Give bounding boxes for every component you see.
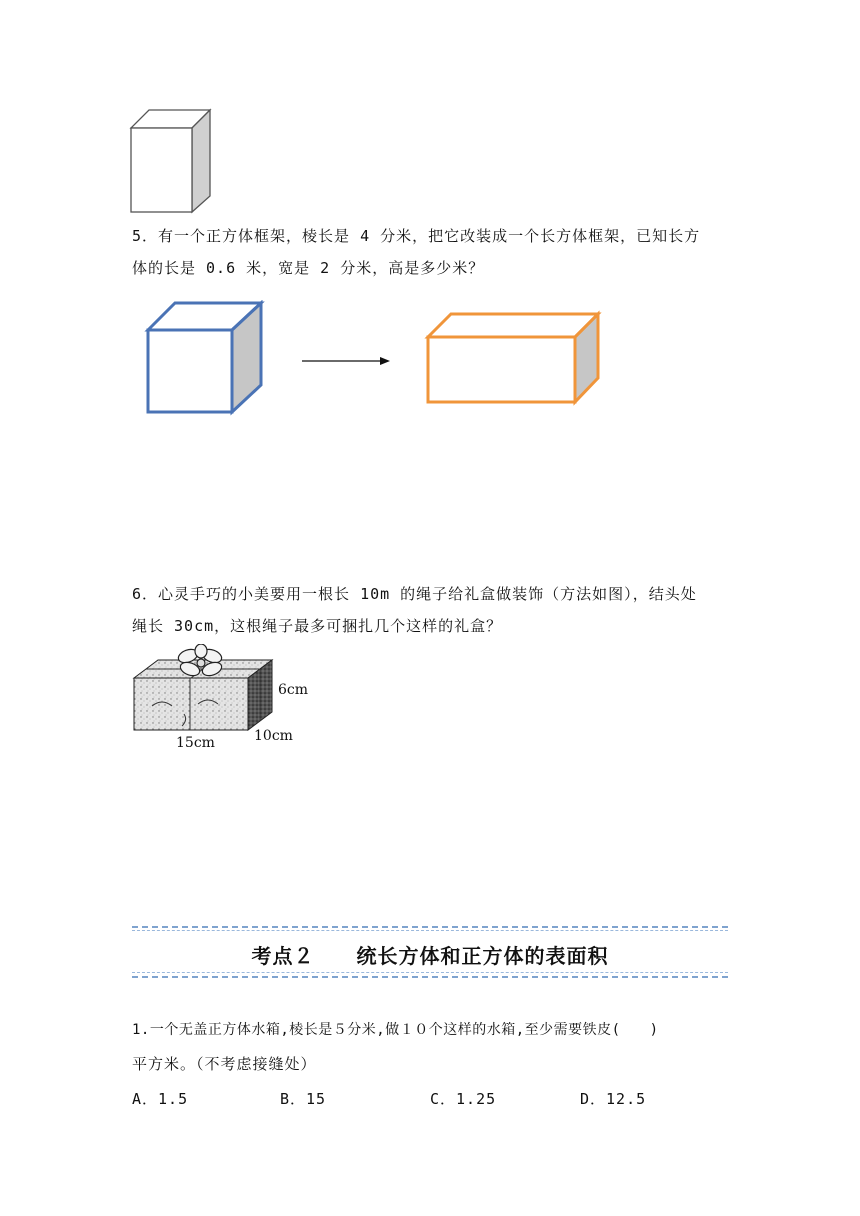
option-a[interactable]: A．1.5 [132,1090,189,1108]
s2q1-line1: 1.一个无盖正方体水箱,棱长是５分米,做１０个这样的水箱,至少需要铁皮( ) [132,1022,659,1038]
gift-box-width-label: 10cm [254,728,293,744]
option-c[interactable]: C．1.25 [430,1090,497,1108]
q6-line1: 6．心灵手巧的小美要用一根长 10m 的绳子给礼盒做装饰（方法如图），结头处 [132,585,697,603]
gift-box-height-label: 6cm [278,682,308,698]
arrow-icon [300,354,392,368]
gift-box-length-label: 15cm [176,735,215,751]
cuboid-figure [424,310,604,408]
section-divider-top [132,926,728,928]
section-divider-top-inner [132,930,728,931]
option-d[interactable]: D．12.5 [580,1090,647,1108]
cube-figure [144,300,266,418]
section-divider-bottom [132,976,728,978]
q6-line2: 绳长 30cm，这根绳子最多可捆扎几个这样的礼盒？ [132,617,503,635]
q5-line2: 体的长是 0.6 米，宽是 2 分米，高是多少米？ [132,259,485,277]
s2q1-line2: 平方米。（不考虑接缝处） [132,1055,317,1073]
section-title: 考点２ 统长方体和正方体的表面积 [251,944,609,968]
prism-figure [128,106,214,216]
option-b[interactable]: B．15 [280,1090,327,1108]
section-divider-bottom-inner [132,972,728,973]
gift-box-figure [128,644,308,752]
q5-line1: 5．有一个正方体框架，棱长是 4 分米，把它改装成一个长方体框架，已知长方 [132,227,701,245]
